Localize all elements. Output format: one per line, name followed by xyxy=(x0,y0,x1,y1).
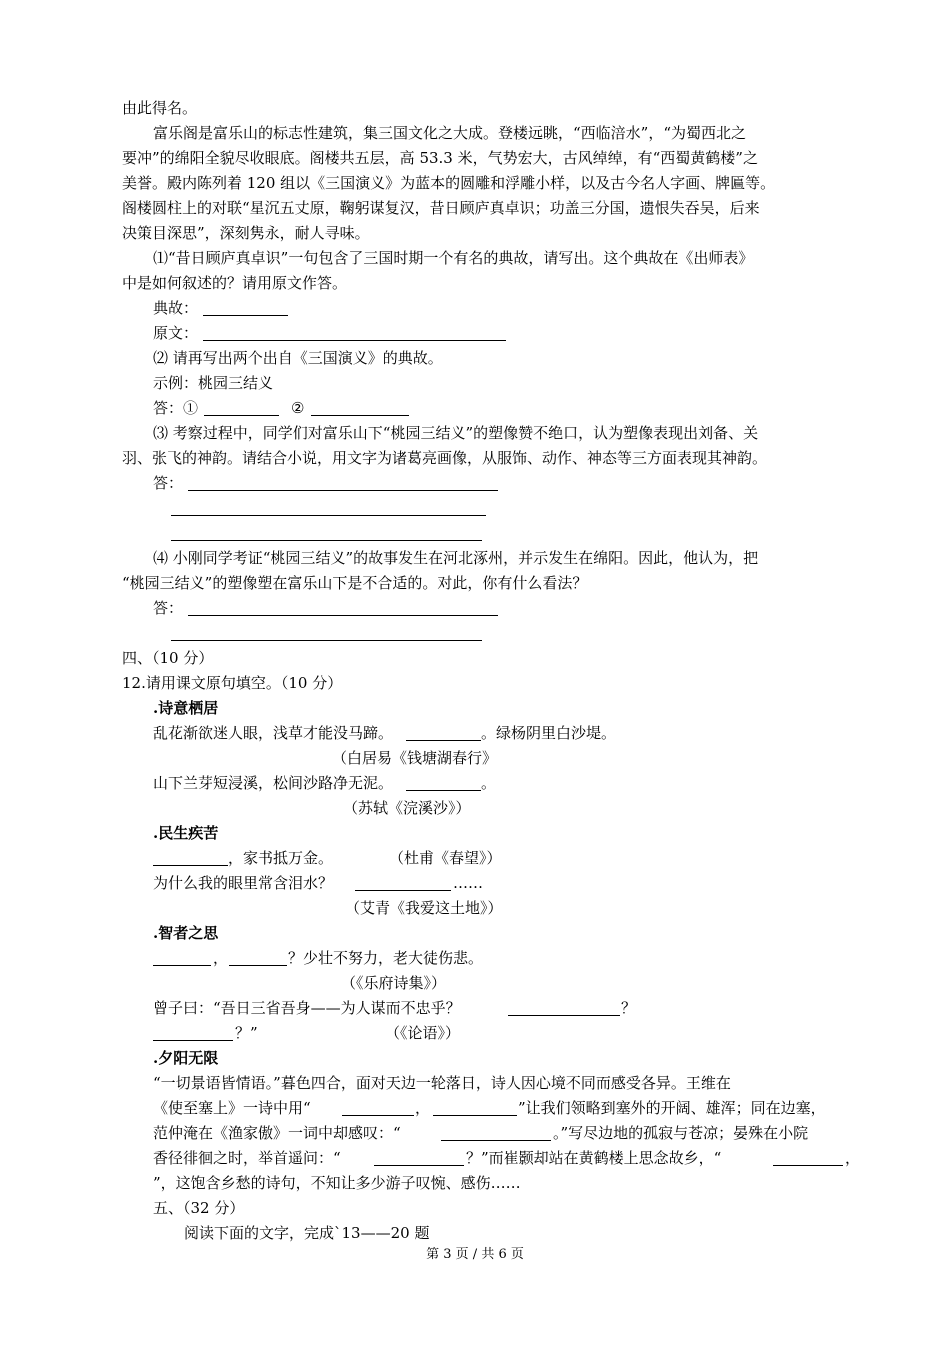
people-source-1: （杜甫《春望》） xyxy=(389,849,502,867)
sunset-line-2a: 《使至塞上》一诗中用“ xyxy=(153,1099,311,1117)
q1-allusion-label: 典故： xyxy=(153,299,199,317)
wise-line-2a: 曾子曰：“吾日三省吾身——为人谋而不忠乎？ xyxy=(153,999,461,1017)
people-blank-2[interactable] xyxy=(355,890,451,891)
sunset-line-3a: 范仲淹在《渔家傲》一词中却感叹：“ xyxy=(153,1124,401,1142)
sunset-line-1: “一切景语皆情语。”暮色四合，面对天边一轮落日，诗人因心境不同而感受各异。王维在 xyxy=(153,1074,731,1092)
wise-blank-2[interactable] xyxy=(229,965,287,966)
sunset-line-3b: 。”写尽边地的孤寂与苍凉；晏殊在小院 xyxy=(553,1124,809,1142)
wise-line-1b: ？少壮不努力，老大徒伤悲。 xyxy=(288,949,484,967)
intro-line-6: 决策目深思”，深刻隽永，耐人寻味。 xyxy=(122,224,370,242)
q4-answer-blank-1[interactable] xyxy=(188,615,498,616)
people-line-2b: …… xyxy=(453,874,483,892)
people-line-2a: 为什么我的眼里常含泪水？ xyxy=(153,874,334,892)
intro-line-1: 由此得名。 xyxy=(122,99,198,117)
wise-source-2: （《论语》） xyxy=(385,1024,461,1042)
sunset-line-4b: ？”而崔颢却站在黄鹤楼上思念故乡，“ xyxy=(466,1149,722,1167)
sunset-line-2b: ， xyxy=(415,1099,431,1117)
q4-answer-label: 答： xyxy=(153,599,184,617)
section-4-heading: 四、（10 分） xyxy=(122,649,214,667)
q3-answer-blank-3[interactable] xyxy=(171,540,482,541)
question-12: 12.请用课文原句填空。（10 分） xyxy=(122,674,343,692)
sunset-line-4c: ， xyxy=(845,1149,861,1167)
poetic-line-2a: 山下兰芽短浸溪，松间沙路净无泥。 xyxy=(153,774,394,792)
intro-line-4: 美誉。殿内陈列着 120 组以《三国演义》为蓝本的圆雕和浮雕小样，以及古今名人字画、牌匾等。 xyxy=(122,174,776,192)
q2-second-label: ② xyxy=(291,399,305,417)
sunset-blank-1[interactable] xyxy=(342,1115,414,1116)
wise-source-1: （《乐府诗集》） xyxy=(341,974,447,992)
people-title: .民生疾苦 xyxy=(153,824,219,842)
q4-answer-blank-2[interactable] xyxy=(171,640,482,641)
sunset-line-5: ”，这饱含乡愁的诗句，不知让多少游子叹惋、感伤…… xyxy=(153,1174,521,1192)
q1-line-1: ⑴“昔日顾庐真卓识”一句包含了三国时期一个有名的典故，请写出。这个典故在《出师表》 xyxy=(153,249,754,267)
page-footer: 第 3 页 / 共 6 页 xyxy=(426,1247,524,1262)
sunset-blank-2[interactable] xyxy=(433,1115,517,1116)
wise-title: .智者之思 xyxy=(153,924,219,942)
sunset-title: .夕阳无限 xyxy=(153,1049,219,1067)
intro-line-3: 要冲”的绵阳全貌尽收眼底。阁楼共五层，高 53.3 米，气势宏大，古风绰绰，有“西蜀黄鹤楼”之 xyxy=(122,149,758,167)
people-line-1b: ，家书抵万金。 xyxy=(228,849,334,867)
wise-line-2b: ？ xyxy=(621,999,637,1017)
wise-blank-3[interactable] xyxy=(508,1015,620,1016)
sunset-blank-4[interactable] xyxy=(374,1165,464,1166)
q1-line-2: 中是如何叙述的？请用原文作答。 xyxy=(122,274,348,292)
poetic-blank-1[interactable] xyxy=(406,740,481,741)
sunset-line-2c: ”让我们领略到塞外的开阔、雄浑；同在边塞， xyxy=(518,1099,826,1117)
intro-line-5: 阁楼圆柱上的对联“星沉五丈原，鞠躬谋复汉，昔日顾庐真卓识；功盖三分国，遗恨失吞吴，后来 xyxy=(122,199,760,217)
sunset-blank-3[interactable] xyxy=(441,1140,551,1141)
wise-line-3b: ？” xyxy=(235,1024,258,1042)
poetic-line-1b: 。绿杨阴里白沙堤。 xyxy=(481,724,617,742)
wise-blank-1[interactable] xyxy=(153,965,211,966)
section-5-instruction: 阅读下面的文字，完成`13——20 题 xyxy=(184,1224,430,1242)
q3-line-2: 羽、张飞的神韵。请结合小说，用文字为诸葛亮画像，从服饰、动作、神态等三方面表现其神韵。 xyxy=(122,449,768,467)
poetic-source-1: （白居易《钱塘湖春行》 xyxy=(332,749,498,767)
q3-answer-blank-2[interactable] xyxy=(171,515,486,516)
poetic-line-2b: 。 xyxy=(481,774,497,792)
sunset-blank-5[interactable] xyxy=(773,1165,843,1166)
poetic-blank-2[interactable] xyxy=(406,790,481,791)
q1-original-blank[interactable] xyxy=(203,340,506,341)
q3-line-1: ⑶ 考察过程中，同学们对富乐山下“桃园三结义”的塑像赞不绝口，认为塑像表现出刘备、关 xyxy=(153,424,759,442)
people-blank-1[interactable] xyxy=(153,865,228,866)
q3-answer-blank-1[interactable] xyxy=(188,490,498,491)
q2-blank-1[interactable] xyxy=(204,415,279,416)
poetic-line-1a: 乱花渐欲迷人眼，浅草才能没马蹄。 xyxy=(153,724,394,742)
poetic-title: .诗意栖居 xyxy=(153,699,219,717)
section-5-heading: 五、（32 分） xyxy=(153,1199,245,1217)
q1-original-label: 原文： xyxy=(153,324,199,342)
poetic-source-2: （苏轼《浣溪沙》） xyxy=(343,799,471,817)
intro-line-2: 富乐阁是富乐山的标志性建筑，集三国文化之大成。登楼远眺，“西临涪水”，“为蜀西北之 xyxy=(153,124,747,142)
q2-line-1: ⑵ 请再写出两个出自《三国演义》的典故。 xyxy=(153,349,443,367)
q2-answer-label: 答：① xyxy=(153,399,199,417)
people-source-2: （艾青《我爱这土地》） xyxy=(345,899,503,917)
q2-example: 示例：桃园三结义 xyxy=(153,374,274,392)
q2-blank-2[interactable] xyxy=(311,415,409,416)
q3-answer-label: 答： xyxy=(153,474,184,492)
wise-line-1m: ， xyxy=(213,949,229,967)
q4-line-2: “桃园三结义”的塑像塑在富乐山下是不合适的。对此，你有什么看法？ xyxy=(122,574,588,592)
wise-blank-4[interactable] xyxy=(153,1040,233,1041)
q4-line-1: ⑷ 小刚同学考证“桃园三结义”的故事发生在河北涿州，并示发生在绵阳。因此，他认为，把 xyxy=(153,549,759,567)
sunset-line-4a: 香径徘徊之时，举首遥问：“ xyxy=(153,1149,341,1167)
q1-allusion-blank[interactable] xyxy=(203,315,288,316)
